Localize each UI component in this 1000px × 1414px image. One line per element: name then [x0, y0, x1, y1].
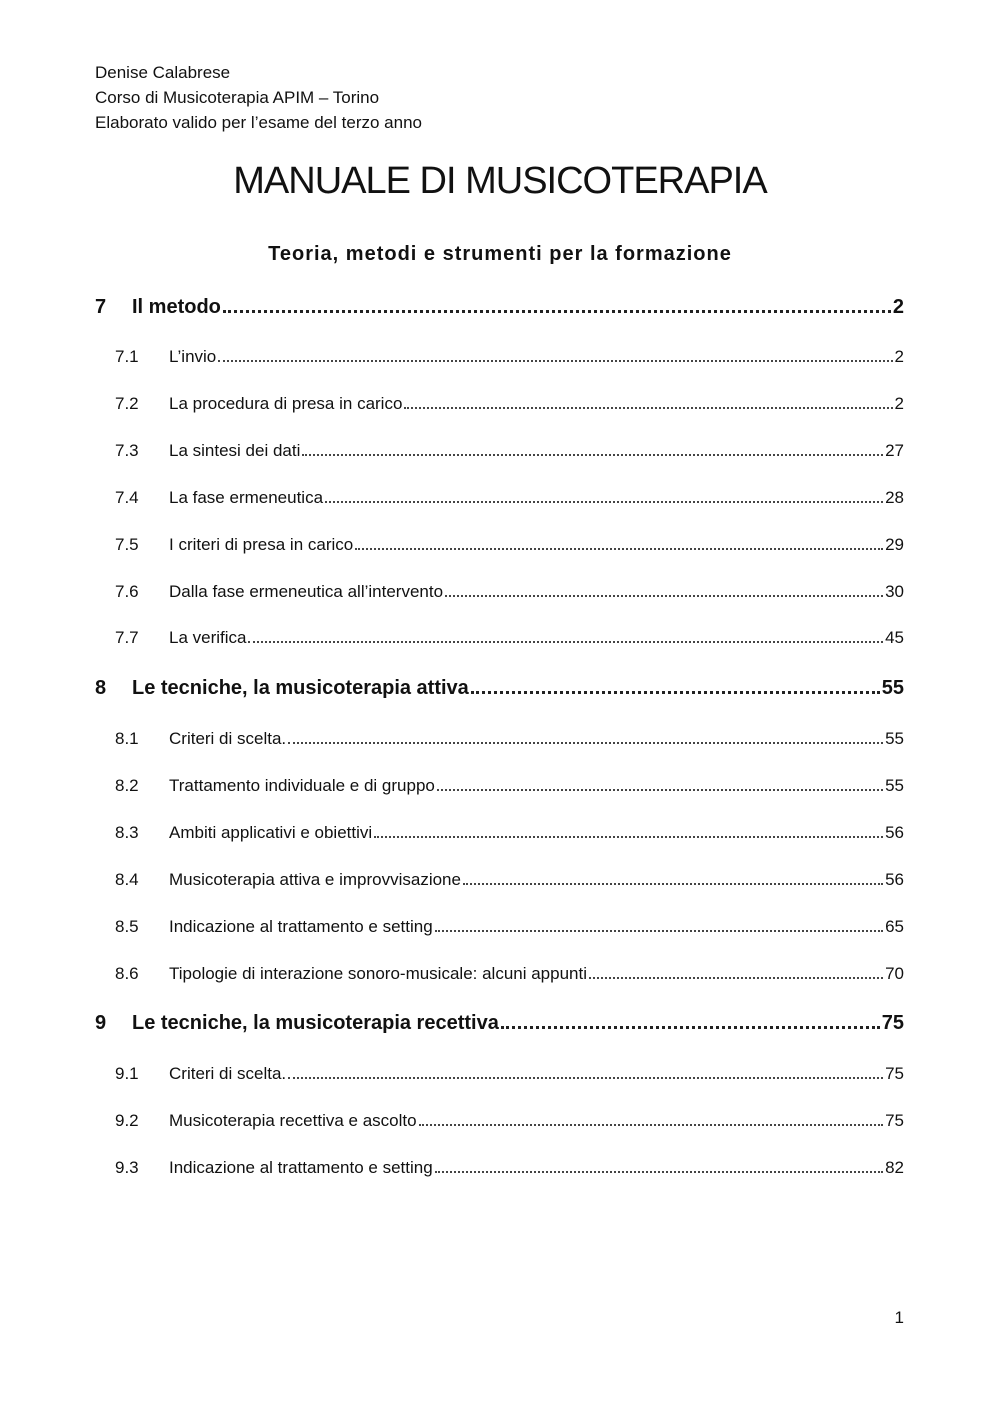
toc-section-entry[interactable]	[95, 870, 904, 890]
toc-entry-number: 9.3	[115, 1158, 139, 1177]
toc-entry-page: 55	[885, 776, 904, 795]
toc-entry-page: 2	[894, 394, 904, 413]
document-subtitle: Teoria, metodi e strumenti per la formazione	[268, 243, 732, 265]
toc-entry-page: 65	[885, 917, 904, 936]
toc-entry-page: 28	[885, 488, 904, 507]
toc-entry-label: La fase ermeneutica	[169, 488, 324, 507]
toc-entry-label: La procedura di presa in carico	[169, 394, 403, 413]
toc-entry-label: Criteri di scelta.	[169, 729, 287, 748]
toc-entry-number: 7.5	[115, 535, 139, 554]
toc-entry-number: 8	[95, 677, 107, 699]
toc-entry-number: 8.4	[115, 870, 139, 889]
toc-dot-leader	[404, 407, 892, 409]
toc-entry-label: Le tecniche, la musicoterapia attiva	[132, 677, 469, 699]
toc-entry-number: 7.6	[115, 582, 139, 601]
toc-section-entry[interactable]	[95, 582, 904, 602]
toc-entry-page: 2	[892, 296, 904, 318]
document-title: MANUALE DI MUSICOTERAPIA	[233, 160, 767, 202]
toc-dot-leader	[374, 836, 883, 838]
toc-entry-label: Le tecniche, la musicoterapia recettiva	[132, 1012, 499, 1034]
toc-section-entry[interactable]	[95, 776, 904, 796]
toc-dot-leader	[248, 641, 883, 643]
toc-entry-page: 2	[894, 347, 904, 366]
toc-section-entry[interactable]	[95, 628, 904, 648]
toc-dot-leader	[471, 691, 880, 694]
toc-dot-leader	[435, 930, 883, 932]
toc-entry-page: 55	[885, 729, 904, 748]
toc-section-entry[interactable]	[95, 1158, 904, 1178]
toc-entry-label: I criteri di presa in carico	[169, 535, 354, 554]
toc-entry-number: 7.3	[115, 441, 139, 460]
toc-dot-leader	[302, 454, 883, 456]
toc-dot-leader	[223, 310, 891, 313]
toc-entry-number: 9.1	[115, 1064, 139, 1083]
toc-entry-page: 75	[885, 1064, 904, 1083]
toc-dot-leader	[501, 1026, 880, 1029]
toc-entry-label: Ambiti applicativi e obiettivi	[169, 823, 373, 842]
toc-entry-page: 55	[881, 677, 904, 699]
toc-section-entry[interactable]	[95, 488, 904, 508]
toc-dot-leader	[435, 1171, 883, 1173]
toc-entry-page: 27	[885, 441, 904, 460]
toc-entry-label: L’invio	[169, 347, 217, 366]
toc-dot-leader	[288, 1077, 883, 1079]
toc-entry-label: Trattamento individuale e di gruppo	[169, 776, 435, 795]
toc-dot-leader	[419, 1124, 884, 1126]
toc-dot-leader	[589, 977, 883, 979]
page-number: 1	[894, 1308, 904, 1327]
toc-dot-leader	[355, 548, 883, 550]
toc-entry-label: La verifica	[169, 628, 247, 647]
toc-entry-number: 8.6	[115, 964, 139, 983]
document-header	[95, 60, 422, 135]
toc-entry-number: 7.4	[115, 488, 139, 507]
toc-entry-page: 82	[885, 1158, 904, 1177]
toc-entry-label: Musicoterapia attiva e improvvisazione	[169, 870, 461, 889]
toc-entry-page: 75	[885, 1111, 904, 1130]
toc-section-entry[interactable]	[95, 535, 904, 555]
toc-entry-number: 8.5	[115, 917, 139, 936]
toc-chapter-entry[interactable]	[95, 1012, 904, 1035]
toc-section-entry[interactable]	[95, 964, 904, 984]
toc-entry-number: 9.2	[115, 1111, 139, 1130]
toc-entry-label: Dalla fase ermeneutica all’intervento	[169, 582, 444, 601]
exam-note: Elaborato valido per l’esame del terzo anno	[95, 113, 422, 132]
toc-chapter-entry[interactable]	[95, 677, 904, 700]
toc-entry-label: Indicazione al trattamento e setting	[169, 917, 433, 936]
toc-entry-page: 56	[885, 823, 904, 842]
toc-entry-number: 7	[95, 296, 107, 318]
toc-dot-leader	[288, 742, 883, 744]
toc-entry-page: 56	[885, 870, 904, 889]
toc-entry-label: Criteri di scelta.	[169, 1064, 287, 1083]
toc-section-entry[interactable]	[95, 823, 904, 843]
toc-chapter-entry[interactable]	[95, 296, 904, 319]
toc-entry-label: Musicoterapia recettiva e ascolto	[169, 1111, 417, 1130]
toc-dot-leader	[437, 789, 883, 791]
toc-entry-number: 7.1	[115, 347, 139, 366]
toc-entry-number: 7.2	[115, 394, 139, 413]
toc-dot-leader	[445, 595, 883, 597]
toc-entry-page: 45	[885, 628, 904, 647]
toc-section-entry[interactable]	[95, 917, 904, 937]
toc-dot-leader	[218, 360, 892, 362]
toc-entry-number: 7.7	[115, 628, 139, 647]
author-name: Denise Calabrese	[95, 63, 231, 82]
toc-entry-label: La sintesi dei dati	[169, 441, 301, 460]
toc-section-entry[interactable]	[95, 394, 904, 414]
toc-entry-page: 70	[885, 964, 904, 983]
toc-section-entry[interactable]	[95, 1111, 904, 1131]
toc-section-entry[interactable]	[95, 1064, 904, 1084]
toc-section-entry[interactable]	[95, 441, 904, 461]
toc-entry-number: 8.1	[115, 729, 139, 748]
toc-entry-page: 29	[885, 535, 904, 554]
toc-entry-page: 75	[881, 1012, 904, 1034]
toc-entry-number: 9	[95, 1012, 107, 1034]
toc-entry-page: 30	[885, 582, 904, 601]
toc-entry-label: Il metodo	[132, 296, 221, 318]
toc-dot-leader	[325, 501, 883, 503]
toc-entry-number: 8.3	[115, 823, 139, 842]
toc-entry-label: Indicazione al trattamento e setting	[169, 1158, 433, 1177]
course-name: Corso di Musicoterapia APIM – Torino	[95, 88, 380, 107]
toc-section-entry[interactable]	[95, 347, 904, 367]
toc-dot-leader	[463, 883, 883, 885]
toc-section-entry[interactable]	[95, 729, 904, 749]
toc-entry-label: Tipologie di interazione sonoro-musicale: alcuni appunti	[169, 964, 588, 983]
toc-entry-number: 8.2	[115, 776, 139, 795]
